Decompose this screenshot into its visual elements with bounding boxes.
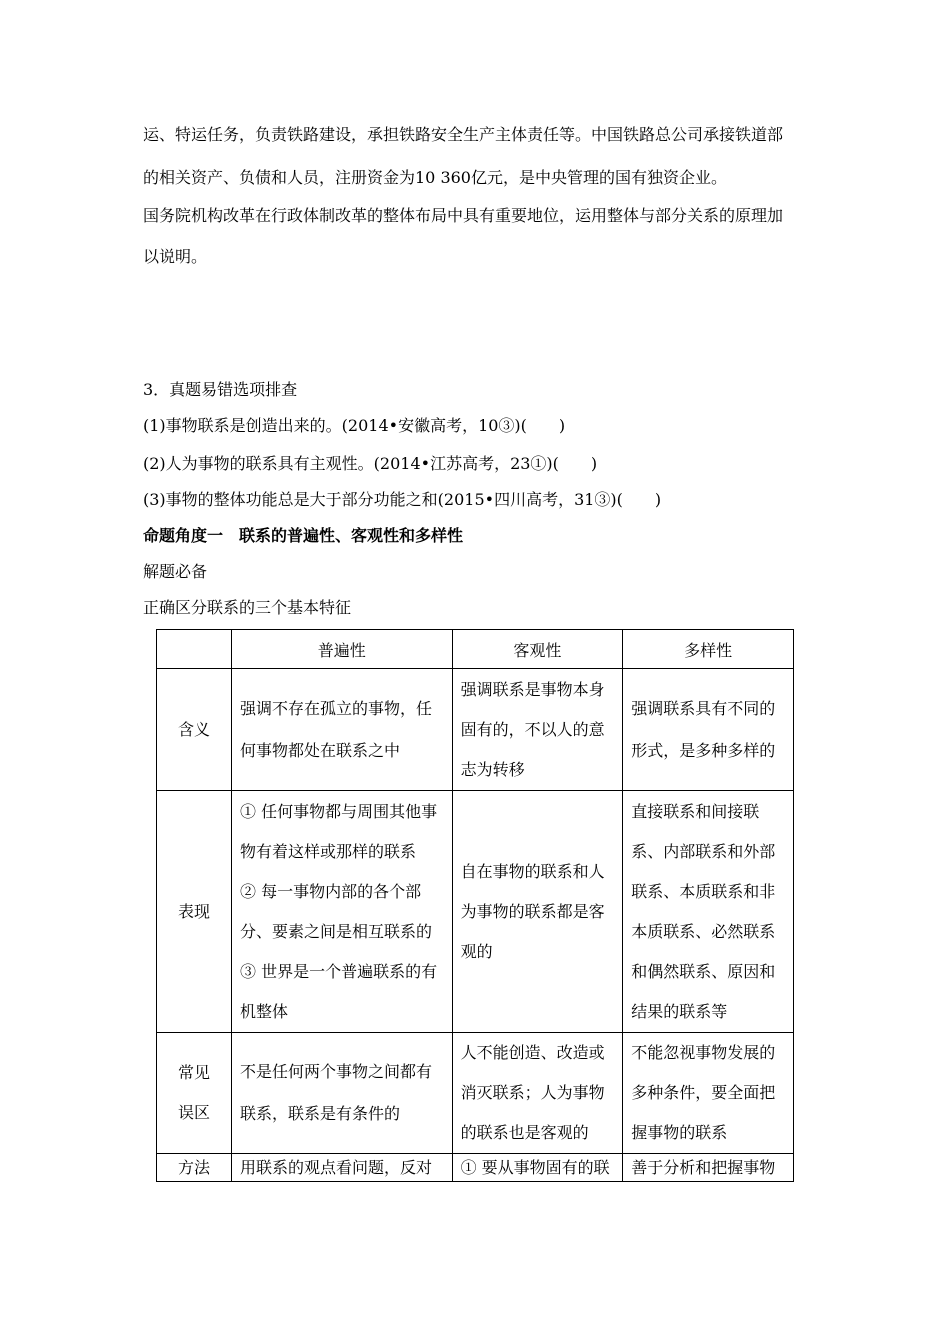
table-cell: 强调联系是事物本身 固有的，不以人的意 志为转移 [452,669,623,791]
table-cell: 善于分析和把握事物 [623,1154,794,1182]
table-row [157,669,794,791]
table-row [157,791,794,1033]
table-header-cell: 普遍性 [232,630,453,669]
row-label: 含义 [157,669,232,791]
question-item: (1)事物联系是创造出来的。(2014•安徽高考，10③)( ) [143,416,566,435]
section-title: 3．真题易错选项排查 [143,380,298,399]
paragraph-line: 运、特运任务，负责铁路建设，承担铁路安全生产主体责任等。中国铁路总公司承接铁道部 [143,125,784,144]
table-cell: 自在事物的联系和人 为事物的联系都是客 观的 [452,791,623,1033]
table-cell: 用联系的观点看问题，反对 [232,1154,453,1182]
table-header-cell: 多样性 [623,630,794,669]
paragraph-line: 以说明。 [143,247,208,266]
table-row [157,1033,794,1154]
table-cell: 强调不存在孤立的事物，任 何事物都处在联系之中 [232,669,453,791]
paragraph-line: 国务院机构改革在行政体制改革的整体布局中具有重要地位，运用整体与部分关系的原理加 [143,206,784,225]
question-item: (3)事物的整体功能总是大于部分功能之和(2015•四川高考，31③)( ) [143,490,662,509]
feature-table [156,629,794,1182]
table-cell: 直接联系和间接联 系、内部联系和外部 联系、本质联系和非 本质联系、必然联系 和偶然联系、原因和 结果的联系等 [623,791,794,1033]
row-label: 常见 误区 [157,1033,232,1154]
table-header-row [157,630,794,669]
table-header-cell [157,630,232,669]
table-cell: 不是任何两个事物之间都有 联系，联系是有条件的 [232,1033,453,1154]
table-row [157,1154,794,1182]
table-cell: 强调联系具有不同的 形式，是多种多样的 [623,669,794,791]
prep-label: 解题必备 [143,562,208,581]
angle-heading: 命题角度一 联系的普遍性、客观性和多样性 [143,526,464,545]
table-caption: 正确区分联系的三个基本特征 [143,598,352,617]
question-item: (2)人为事物的联系具有主观性。(2014•江苏高考，23①)( ) [143,454,598,473]
table-cell: 不能忽视事物发展的 多种条件，要全面把 握事物的联系 [623,1033,794,1154]
table-cell: ① 要从事物固有的联 [452,1154,623,1182]
table-cell: 人不能创造、改造或 消灭联系；人为事物 的联系也是客观的 [452,1033,623,1154]
table-cell: ① 任何事物都与周围其他事 物有着这样或那样的联系 ② 每一事物内部的各个部 分、要素之间是相互联系的 ③ 世界是一个普遍联系的有 机整体 [232,791,453,1033]
paragraph-line: 的相关资产、负债和人员，注册资金为10 360亿元，是中央管理的国有独资企业。 [143,168,727,187]
row-label: 方法 [157,1154,232,1182]
row-label: 表现 [157,791,232,1033]
table-header-cell: 客观性 [452,630,623,669]
